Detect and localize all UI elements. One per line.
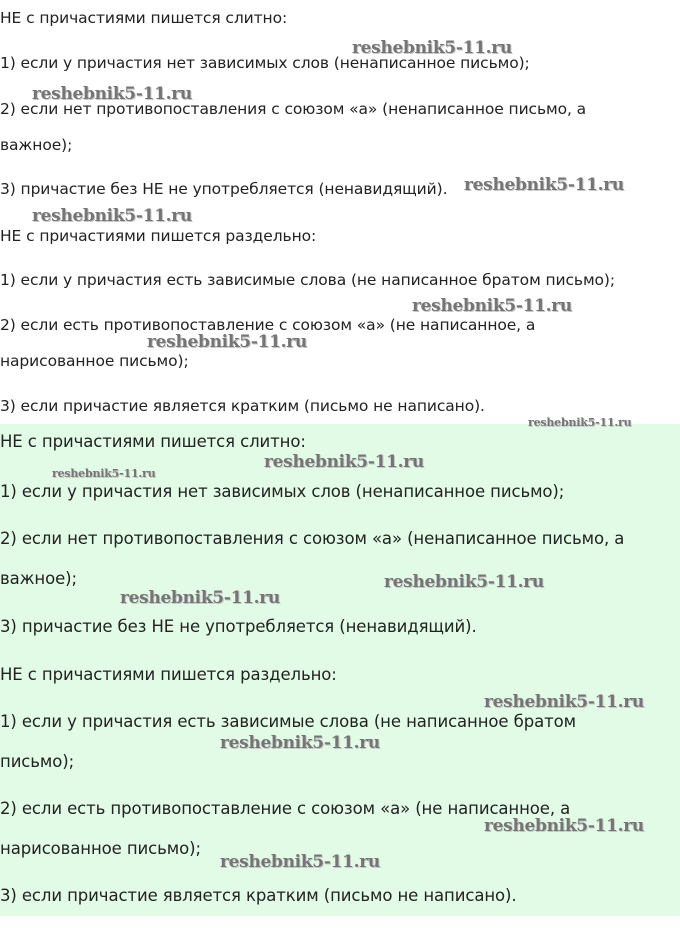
highlight-rule-2-line-1: 2) если нет противопоставления с союзом «а» (ненаписанное письмо, а	[0, 529, 625, 548]
watermark: reshebnik5-11.ru	[220, 852, 380, 872]
highlight-separate-rule-3: 3) если причастие является кратким (письмо не написано).	[0, 886, 517, 905]
highlight-separate-rule-2-line-1: 2) если есть противопоставление с союзом «а» (не написанное, а	[0, 799, 571, 818]
heading-together: НЕ с причастиями пишется слитно:	[0, 9, 288, 27]
watermark: reshebnik5-11.ru	[147, 332, 307, 352]
watermark: reshebnik5-11.ru	[32, 84, 192, 104]
watermark: reshebnik5-11.ru	[352, 38, 512, 58]
rule-1: 1) если у причастия нет зависимых слов (ненаписанное письмо);	[0, 54, 530, 72]
heading-separate: НЕ с причастиями пишется раздельно:	[0, 227, 317, 245]
rule-2-line-2: важное);	[0, 136, 73, 154]
watermark: reshebnik5-11.ru	[528, 416, 632, 429]
watermark: reshebnik5-11.ru	[484, 816, 644, 836]
separate-rule-2-line-2: нарисованное письмо);	[0, 352, 189, 370]
highlight-rule-3: 3) причастие без НЕ не употребляется (ненавидящий).	[0, 617, 477, 636]
watermark: reshebnik5-11.ru	[120, 588, 280, 608]
highlight-separate-rule-1-line-2: письмо);	[0, 752, 75, 771]
separate-rule-1: 1) если у причастия есть зависимые слова (не написанное братом письмо);	[0, 271, 615, 289]
separate-rule-2-line-1: 2) если есть противопоставление с союзом «а» (не написанное, а	[0, 316, 536, 334]
highlight-heading-together: НЕ с причастиями пишется слитно:	[0, 432, 306, 451]
highlight-heading-separate: НЕ с причастиями пишется раздельно:	[0, 665, 337, 684]
watermark: reshebnik5-11.ru	[384, 572, 544, 592]
rule-3: 3) причастие без НЕ не употребляется (ненавидящий).	[0, 180, 448, 198]
watermark: reshebnik5-11.ru	[412, 296, 572, 316]
watermark: reshebnik5-11.ru	[52, 467, 156, 480]
watermark: reshebnik5-11.ru	[264, 452, 424, 472]
separate-rule-3: 3) если причастие является кратким (письмо не написано).	[0, 397, 485, 415]
watermark: reshebnik5-11.ru	[32, 206, 192, 226]
watermark: reshebnik5-11.ru	[464, 175, 624, 195]
rule-2-line-1: 2) если нет противопоставления с союзом «а» (ненаписанное письмо, а	[0, 100, 587, 118]
highlight-rule-1: 1) если у причастия нет зависимых слов (ненаписанное письмо);	[0, 482, 565, 501]
highlight-separate-rule-2-line-2: нарисованное письмо);	[0, 839, 201, 858]
highlight-separate-rule-1-line-1: 1) если у причастия есть зависимые слова (не написанное братом	[0, 712, 576, 731]
watermark: reshebnik5-11.ru	[220, 733, 380, 753]
highlight-rule-2-line-2: важное);	[0, 569, 77, 588]
watermark: reshebnik5-11.ru	[484, 692, 644, 712]
